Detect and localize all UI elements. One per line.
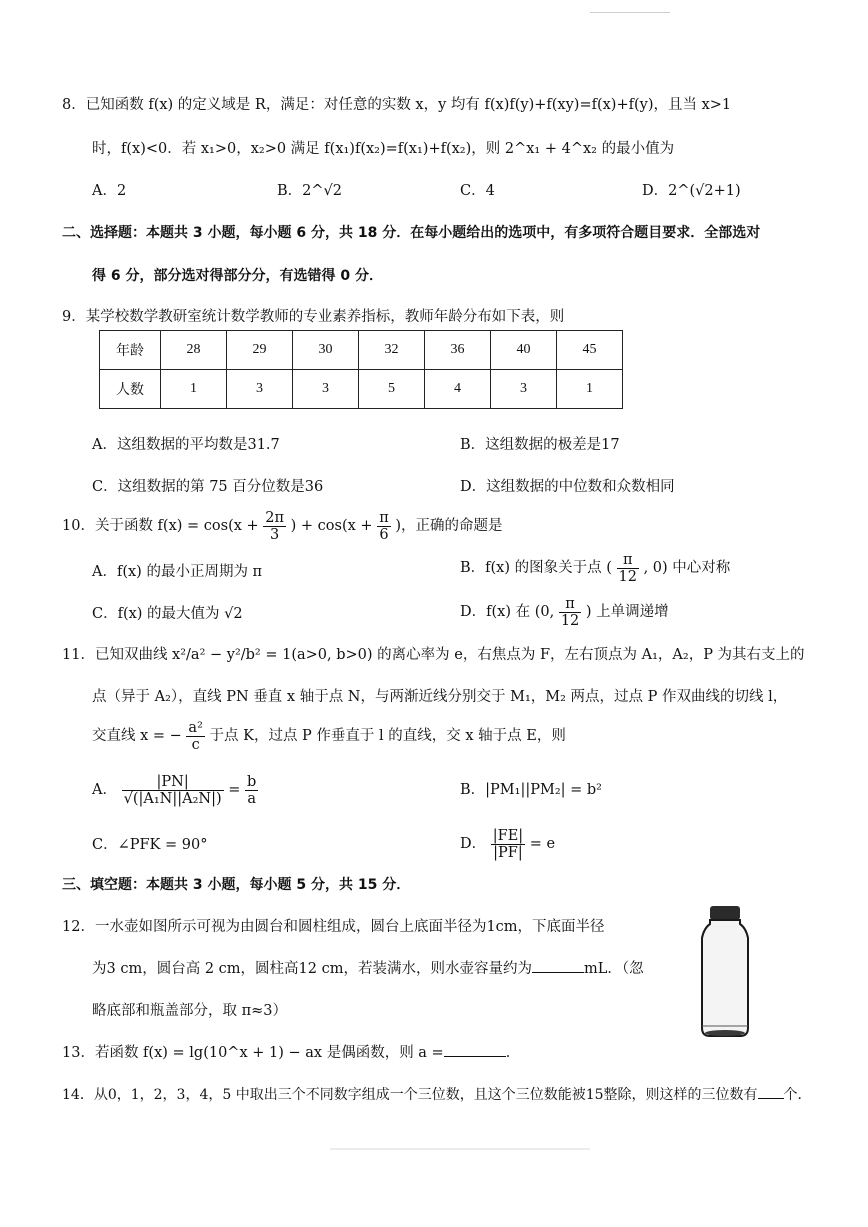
q11-option-d-fraction (491, 828, 525, 861)
q11-option-d-end: = e (529, 836, 556, 852)
fraction-numerator: |FE| (492, 827, 524, 844)
option-label: A． (92, 782, 117, 798)
q9-option-c: C．这组数据的第 75 百分位数是36 (92, 479, 324, 495)
fraction-numerator: |PN| (122, 774, 224, 791)
scan-artifact-bottom (330, 1148, 590, 1150)
section3-header: 三、填空题：本题共 3 小题，每小题 5 分，共 15 分． (62, 877, 411, 893)
table-cell-count: 3 (293, 370, 359, 409)
fraction-numerator: π (617, 552, 639, 569)
table-cell-count: 5 (359, 370, 425, 409)
fraction-numerator: 2π (265, 509, 285, 526)
q8-line2: 时，f(x)<0．若 x₁>0，x₂>0 满足 f(x₁)f(x₂)=f(x₁)+f(x₂)，则 2^x₁ + 4^x₂ 的最小值为 (92, 141, 675, 157)
q12-line1: 12．一水壶如图所示可视为由圆台和圆柱组成，圆台上底面半径为1cm，下底面半径 (62, 919, 605, 935)
q10-stem-end: )，正确的命题是 (395, 518, 503, 534)
q9-option-a: A．这组数据的平均数是31.7 (92, 437, 280, 453)
section2-line1: 二、选择题：本题共 3 小题，每小题 6 分，共 18 分．在每小题给出的选项中，有多项符合题目要求．全部选对 (62, 225, 761, 241)
fraction-numerator: b (247, 773, 257, 790)
q10-stem-start: 10．关于函数 f(x) = cos(x + (62, 518, 259, 534)
scan-artifact-top (590, 12, 670, 13)
q10-fraction-pi-6 (377, 510, 391, 543)
q10-stem (62, 508, 503, 544)
fraction-numerator: π (559, 596, 581, 613)
table-row-age (100, 331, 623, 370)
bottle-bottom (705, 1030, 745, 1036)
q14-line (62, 1084, 812, 1106)
q9-stem: 9．某学校数学教研室统计数学教师的专业素养指标，教师年龄分布如下表，则 (62, 309, 565, 325)
q10-option-d-fraction (559, 596, 581, 629)
table-cell-age: 40 (491, 331, 557, 370)
q10-option-a: A．f(x) 的最小正周期为 π (92, 564, 263, 580)
q11-line3-start: 交直线 x = − (92, 728, 182, 744)
q10-stem-middle: ) + cos(x + (290, 518, 373, 534)
q12-line2-start: 为3 cm，圆台高 2 cm，圆柱高12 cm，若装满水，则水壶容量约为 (92, 961, 532, 977)
q10-option-b-end: , 0) 中心对称 (643, 560, 731, 576)
q8-option-d: D．2^(√2+1) (642, 183, 741, 199)
fraction-denominator: 6 (379, 526, 389, 543)
q8-line1: 8．已知函数 f(x) 的定义域是 R，满足：对任意的实数 x，y 均有 f(x)f(y)+f(xy)=f(x)+f(y)，且当 x>1 (62, 97, 732, 113)
table-cell-count: 1 (161, 370, 227, 409)
table-header-count: 人数 (100, 370, 161, 409)
q11-option-b: B．|PM₁||PM₂| = b² (460, 782, 602, 798)
q11-option-a-fraction (122, 774, 224, 807)
option-label: D． (460, 836, 487, 852)
q8-option-b: B．2^√2 (277, 183, 342, 199)
q11-fraction-a2-c (186, 720, 204, 753)
table-cell-count: 3 (491, 370, 557, 409)
q12-line2-end: mL．（忽 (583, 961, 644, 977)
q10-option-d-start: D．f(x) 在 (0, (460, 604, 555, 620)
section2-line2: 得 6 分，部分选对得部分分，有选错得 0 分． (92, 268, 383, 284)
table-cell-age: 30 (293, 331, 359, 370)
table-cell-count: 4 (425, 370, 491, 409)
equals-sign: = (228, 782, 241, 798)
bottle-cap (710, 906, 740, 920)
table-cell-count: 1 (557, 370, 623, 409)
q13-answer-blank[interactable] (444, 1042, 506, 1057)
fraction-denominator: a (247, 790, 256, 807)
q10-fraction-2pi-3 (263, 510, 286, 543)
q11-line2: 点（异于 A₂），直线 PN 垂直 x 轴于点 N，与两渐近线分别交于 M₁，M₂ 两点，过点 P 作双曲线的切线 l， (92, 689, 788, 705)
table-cell-count: 3 (227, 370, 293, 409)
q14-end: 个． (783, 1087, 812, 1103)
q8-option-a: A．2 (92, 183, 127, 199)
table-cell-age: 36 (425, 331, 491, 370)
fraction-denominator: 12 (618, 568, 637, 585)
fraction-denominator: 12 (560, 612, 580, 629)
q11-line3-end: 于点 K，过点 P 作垂直于 l 的直线，交 x 轴于点 E，则 (209, 728, 566, 744)
q14-stem: 14．从0，1，2，3，4，5 中取出三个不同数字组成一个三位数，且这个三位数能被15整除，则这样的三位数有 (62, 1087, 758, 1103)
q10-option-b-start: B．f(x) 的图象关于点 ( (460, 560, 612, 576)
q9-option-d: D．这组数据的中位数和众数相同 (460, 479, 675, 495)
q11-option-a-ratio (245, 774, 258, 807)
age-distribution-table (99, 330, 623, 409)
table-row-count (100, 370, 623, 409)
q11-line1: 11．已知双曲线 x²/a² − y²/b² = 1(a>0, b>0) 的离心率为 e，右焦点为 F，左右顶点为 A₁，A₂，P 为其右支上的 (62, 647, 805, 663)
fraction-numerator: π (379, 509, 389, 526)
table-cell-age: 28 (161, 331, 227, 370)
fraction-denominator: 3 (270, 526, 280, 543)
table-cell-age: 45 (557, 331, 623, 370)
q11-option-c: C．∠PFK = 90° (92, 837, 208, 853)
table-header-age: 年龄 (100, 331, 161, 370)
q9-option-b: B．这组数据的极差是17 (460, 437, 620, 453)
fraction-denominator: |PF| (493, 844, 523, 861)
q11-option-a (92, 770, 258, 810)
q8-option-c: C．4 (460, 183, 495, 199)
table-cell-age: 32 (359, 331, 425, 370)
q10-option-c: C．f(x) 的最大值为 √2 (92, 606, 243, 622)
q13-line (62, 1042, 520, 1064)
q10-option-d-end: ) 上单调递增 (585, 604, 669, 620)
q10-option-b-fraction (617, 552, 639, 585)
q12-answer-blank[interactable] (532, 958, 584, 973)
bottle-body (702, 920, 748, 1036)
water-bottle-figure (690, 898, 760, 1044)
q14-answer-blank[interactable] (758, 1084, 784, 1099)
q12-line3: 略底部和瓶盖部分，取 π≈3） (92, 1003, 288, 1019)
q13-end: ． (505, 1045, 521, 1061)
table-cell-age: 29 (227, 331, 293, 370)
q10-option-b (460, 550, 730, 586)
q11-option-d (460, 824, 555, 864)
q10-option-d (460, 594, 669, 630)
fraction-numerator: a² (188, 719, 203, 736)
fraction-denominator: √(|A₁N||A₂N|) (123, 790, 222, 807)
q12-line2 (92, 958, 644, 980)
fraction-denominator: c (191, 736, 200, 753)
q11-line3 (92, 718, 566, 754)
q13-stem: 13．若函数 f(x) = lg(10^x + 1) − ax 是偶函数，则 a = (62, 1045, 444, 1061)
